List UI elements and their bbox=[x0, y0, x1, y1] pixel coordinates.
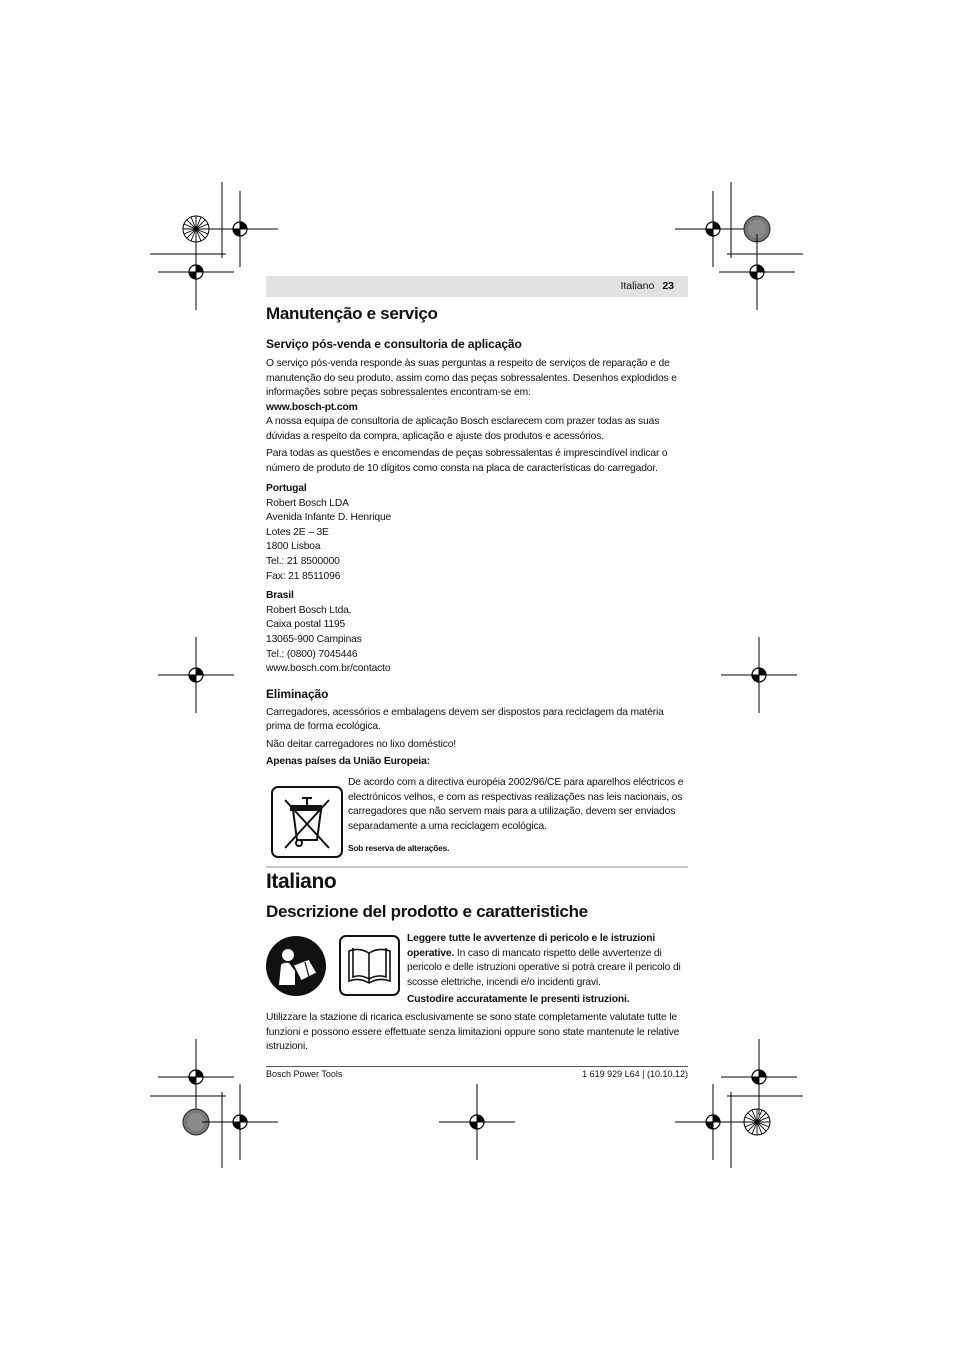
address-line: Avenida Infante D. Henrique bbox=[266, 512, 392, 524]
address-line: Robert Bosch LDA bbox=[266, 497, 349, 509]
pt-disposal-title: Eliminação bbox=[266, 686, 329, 701]
it-warning bbox=[407, 932, 690, 990]
page-header-bar bbox=[266, 276, 688, 297]
pt-disposal-para1: Carregadores, acessórios e embalagens devem ser dispostos para reciclagem da matéria prima de forma ecológica. bbox=[266, 706, 664, 733]
page-header bbox=[620, 280, 674, 292]
address-portugal bbox=[266, 482, 688, 584]
footer-left: Bosch Power Tools bbox=[266, 1069, 343, 1079]
pt-para3: Para todas as questões e encomendas de peças sobressalentas é imprescindível indicar o número de produto de 10 dígitos como consta na placa de características do carregador. bbox=[266, 448, 668, 474]
pt-subtitle: Serviço pós-venda e consultoria de aplicação bbox=[266, 337, 522, 351]
pt-title: Manutenção e serviço bbox=[266, 304, 438, 323]
footer-rule bbox=[266, 1066, 688, 1067]
it-subtitle: Descrizione del prodotto e caratteristiche bbox=[266, 902, 588, 921]
header-section: Italiano bbox=[620, 280, 655, 292]
it-keep-text: Custodire accuratamente le presenti istruzioni. bbox=[407, 994, 630, 1005]
footer-right: 1 619 929 L64 | (10.10.12) bbox=[582, 1069, 688, 1079]
address-line: Lotes 2E – 3E bbox=[266, 526, 329, 538]
open-book-icon bbox=[339, 935, 400, 996]
pt-eu-block bbox=[348, 776, 688, 856]
pt-website: www.bosch-pt.com bbox=[266, 401, 358, 413]
pt-para1: O serviço pós-venda responde às suas perguntas a respeito de serviços de reparação e de manutenção do seu produto, assim como das peças sobressalentes. Desenhos explodidos e informações sobre peças sobressalentes encontram-se em: bbox=[266, 358, 677, 398]
pt-reservation: Sob reserva de alterações. bbox=[348, 843, 450, 853]
it-usage-block bbox=[266, 1011, 688, 1055]
address-line: 13065-900 Campinas bbox=[266, 633, 362, 645]
pt-eu-label: Apenas países da União Europeia: bbox=[266, 756, 431, 768]
it-warning-text: In caso di mancato rispetto delle avvertenze di pericolo e delle istruzioni operative si potrà creare il pericolo di scosse elettriche, incendi e/o incidenti gravi. bbox=[407, 947, 681, 988]
pt-service-block bbox=[266, 337, 688, 770]
pt-section bbox=[266, 304, 688, 324]
pt-eu-text: De acordo com a directiva européia 2002/96/CE para aparelhos eléctricos e electrónicos velhos, e com as respectivas realizações nas leis nacionais, os carregadores que não servem mais para a utilização, devem ser enviados separadamente a uma reciclagem ecológica. bbox=[348, 777, 684, 832]
read-manual-person-icon bbox=[265, 935, 327, 997]
pt-para2: A nossa equipa de consultoria de aplicação Bosch esclarecem com prazer todas as suas dúvidas a respeito da compra, aplicação e ajuste dos produtos e acessórios. bbox=[266, 416, 660, 442]
section-divider bbox=[266, 866, 688, 868]
address-line: www.bosch.com.br/contacto bbox=[266, 663, 391, 675]
address-line: Caixa postal 1195 bbox=[266, 619, 346, 631]
page-number: 23 bbox=[662, 280, 674, 292]
it-title: Italiano bbox=[266, 870, 337, 893]
pt-disposal-para2: Não deitar carregadores no lixo doméstico! bbox=[266, 738, 457, 750]
address-line: 1800 Lisboa bbox=[266, 541, 321, 553]
address-brasil-label: Brasil bbox=[266, 590, 294, 602]
address-line: Fax: 21 8511096 bbox=[266, 570, 341, 582]
it-usage-text: Utilizzare la stazione di ricarica esclusivamente se sono state completamente valutate tutte le funzioni e possono essere effettuate senza limitazioni oppure sono state mantenute le relative istruzioni. bbox=[266, 1012, 680, 1052]
it-warning-block bbox=[407, 932, 690, 1008]
crossed-out-wheelie-bin-icon bbox=[271, 786, 343, 858]
address-portugal-label: Portugal bbox=[266, 483, 307, 494]
address-line: Tel.: (0800) 7045446 bbox=[266, 648, 358, 660]
it-section bbox=[266, 870, 688, 922]
address-line: Robert Bosch Ltda. bbox=[266, 604, 352, 616]
it-warning-bold: Leggere tutte le avvertenze di pericolo e le istruzioni operative. bbox=[407, 933, 656, 959]
address-line: Tel.: 21 8500000 bbox=[266, 555, 340, 567]
address-brasil bbox=[266, 589, 688, 677]
